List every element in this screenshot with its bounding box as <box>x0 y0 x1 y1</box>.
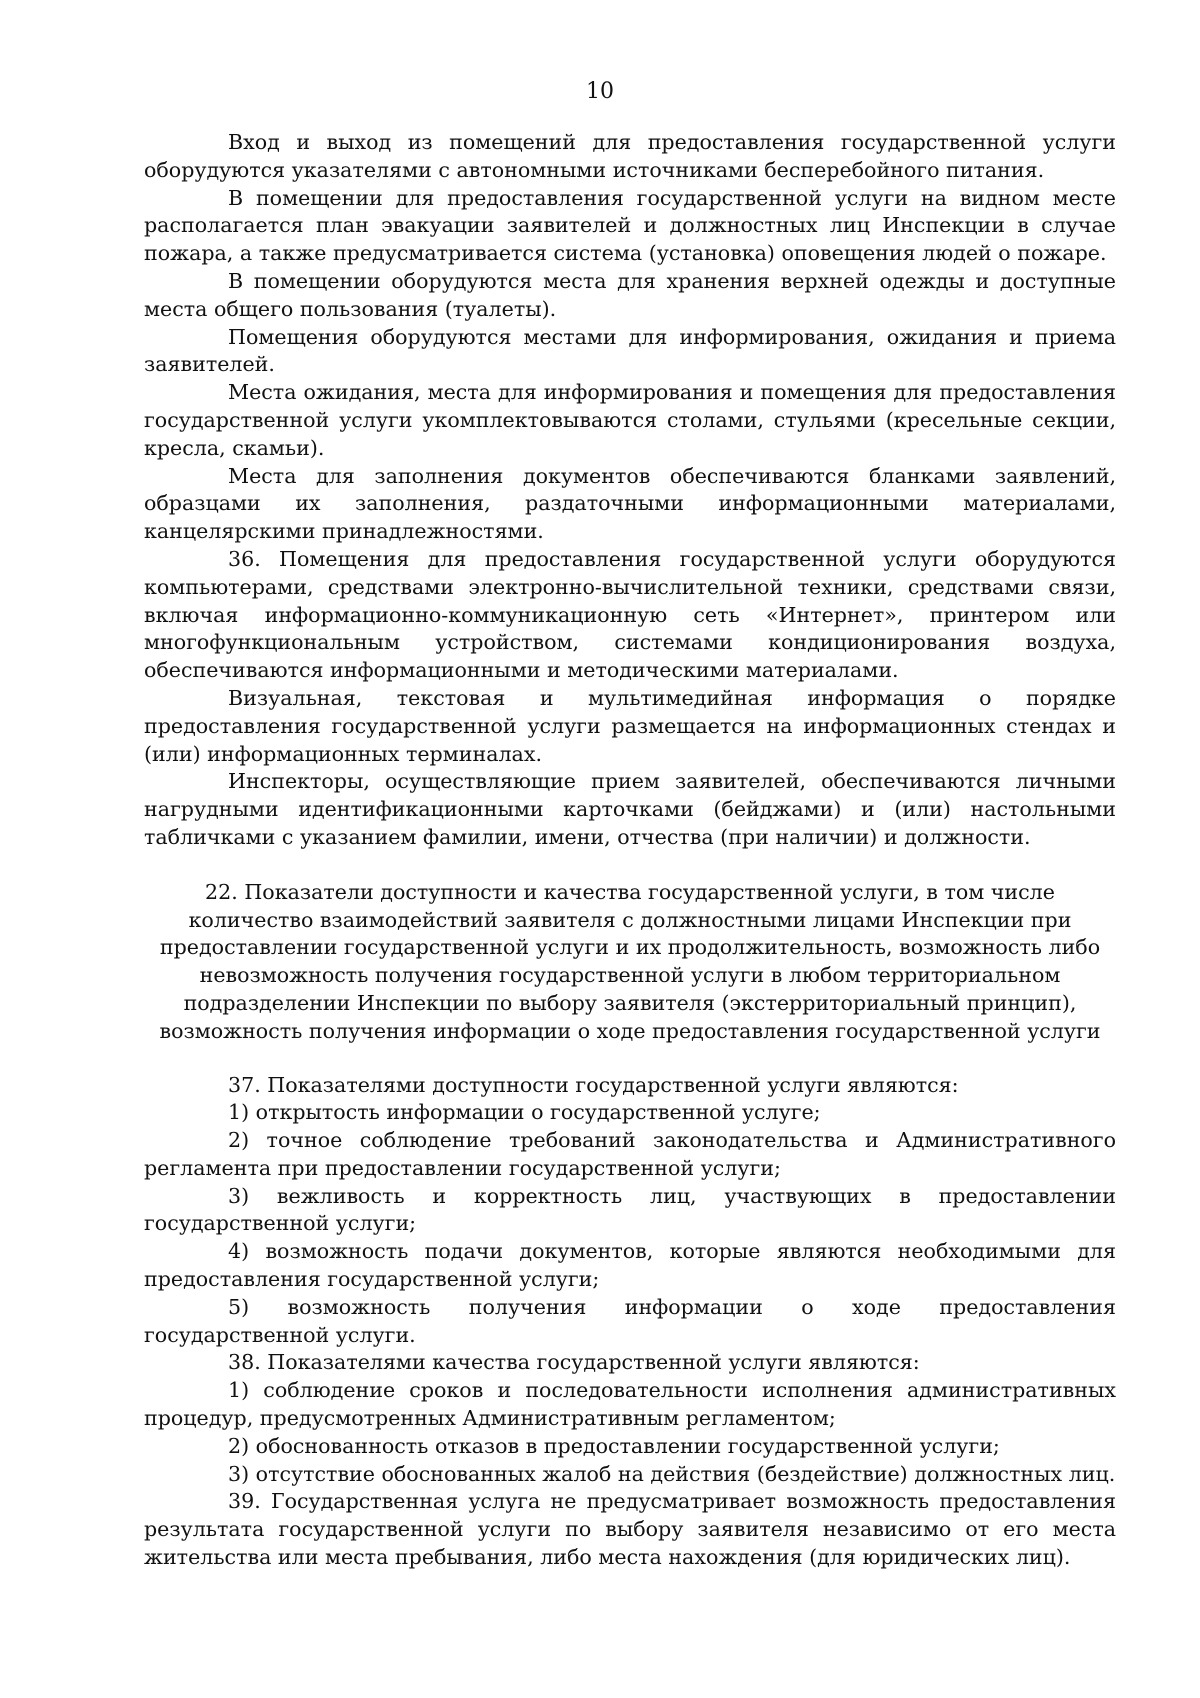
paragraph-38-quality: 38. Показателями качества государственной услуги являются: <box>228 1350 920 1375</box>
paragraph-cloakroom: В помещении оборудуются места для хранения верхней одежды и доступные места общего пользования (туалеты). <box>144 268 1116 321</box>
page-number: 10 <box>586 79 614 104</box>
list-item-38-3: 3) отсутствие обоснованных жалоб на действия (бездействие) должностных лиц. <box>228 1461 1116 1486</box>
paragraph-39-extraterritorial: 39. Государственная услуга не предусматривает возможность предоставления результата государственной услуги по выбору заявителя независимо от его места жительства или места пребывания, либо места нахождения (для юридических лиц). <box>144 1489 1116 1570</box>
document-body <box>144 129 1116 1572</box>
paragraph-furniture: Места ожидания, места для информирования и помещения для предоставления государственной услуги укомплектовываются столами, стульями (кресельные секции, кресла, скамьи). <box>144 380 1116 460</box>
list-item-37-5: 5) возможность получения информации о ходе предоставления государственной услуги. <box>144 1294 1116 1347</box>
paragraph-waiting-places: Помещения оборудуются местами для информирования, ожидания и приема заявителей. <box>144 324 1116 377</box>
section-heading-22: 22. Показатели доступности и качества государственной услуги, в том числе количество взаимодействий заявителя с должностными лицами Инспекции при предоставлении государственной услуги и их продолжительность, возможность либо невозможность получения государственной услуги в любом территориальном подразделении Инспекции по выбору заявителя (экстерриториальный принцип), возможность получения информации о ходе предоставления государственной услуги <box>159 879 1101 1043</box>
paragraph-evacuation-plan: В помещении для предоставления государственной услуги на видном месте располагается план эвакуации заявителей и должностных лиц Инспекции в случае пожара, а также предусматривается система (установка) оповещения людей о пожаре. <box>144 185 1116 266</box>
list-item-38-1: 1) соблюдение сроков и последовательности исполнения административных процедур, предусмотренных Административным регламентом; <box>144 1378 1116 1431</box>
list-item-37-2: 2) точное соблюдение требований законодательства и Административного регламента при предоставлении государственной услуги; <box>144 1128 1116 1180</box>
list-item-37-4: 4) возможность подачи документов, которые являются необходимыми для предоставления государственной услуги; <box>144 1239 1116 1292</box>
paragraph-badges: Инспекторы, осуществляющие прием заявителей, обеспечиваются личными нагрудными идентификационными карточками (бейджами) и (или) настольными табличками с указанием фамилии, имени, отчества (при наличии) и должности. <box>144 769 1116 849</box>
list-item-37-1: 1) открытость информации о государственной услуге; <box>228 1100 821 1125</box>
list-item-38-2: 2) обоснованность отказов в предоставлении государственной услуги; <box>228 1433 1000 1458</box>
paragraph-entrance-exit: Вход и выход из помещений для предоставления государственной услуги оборудуются указателями с автономными источниками бесперебойного питания. <box>144 130 1116 182</box>
list-item-37-3: 3) вежливость и корректность лиц, участвующих в предоставлении государственной услуги; <box>144 1183 1116 1236</box>
paragraph-forms: Места для заполнения документов обеспечиваются бланками заявлений, образцами их заполнения, раздаточными информационными материалами, канцелярскими принадлежностями. <box>144 463 1116 544</box>
paragraph-information-stands: Визуальная, текстовая и мультимедийная информация о порядке предоставления государственной услуги размещается на информационных стендах и (или) информационных терминалах. <box>144 685 1116 766</box>
paragraph-37-accessibility: 37. Показателями доступности государственной услуги являются: <box>228 1072 959 1097</box>
paragraph-36-equipment: 36. Помещения для предоставления государственной услуги оборудуются компьютерами, средствами электронно-вычислительной техники, средствами связи, включая информационно-коммуникационную сеть «Интернет», принтером или многофункциональным устройством, системами кондиционирования воздуха, обеспечиваются информационными и методическими материалами. <box>144 546 1116 683</box>
